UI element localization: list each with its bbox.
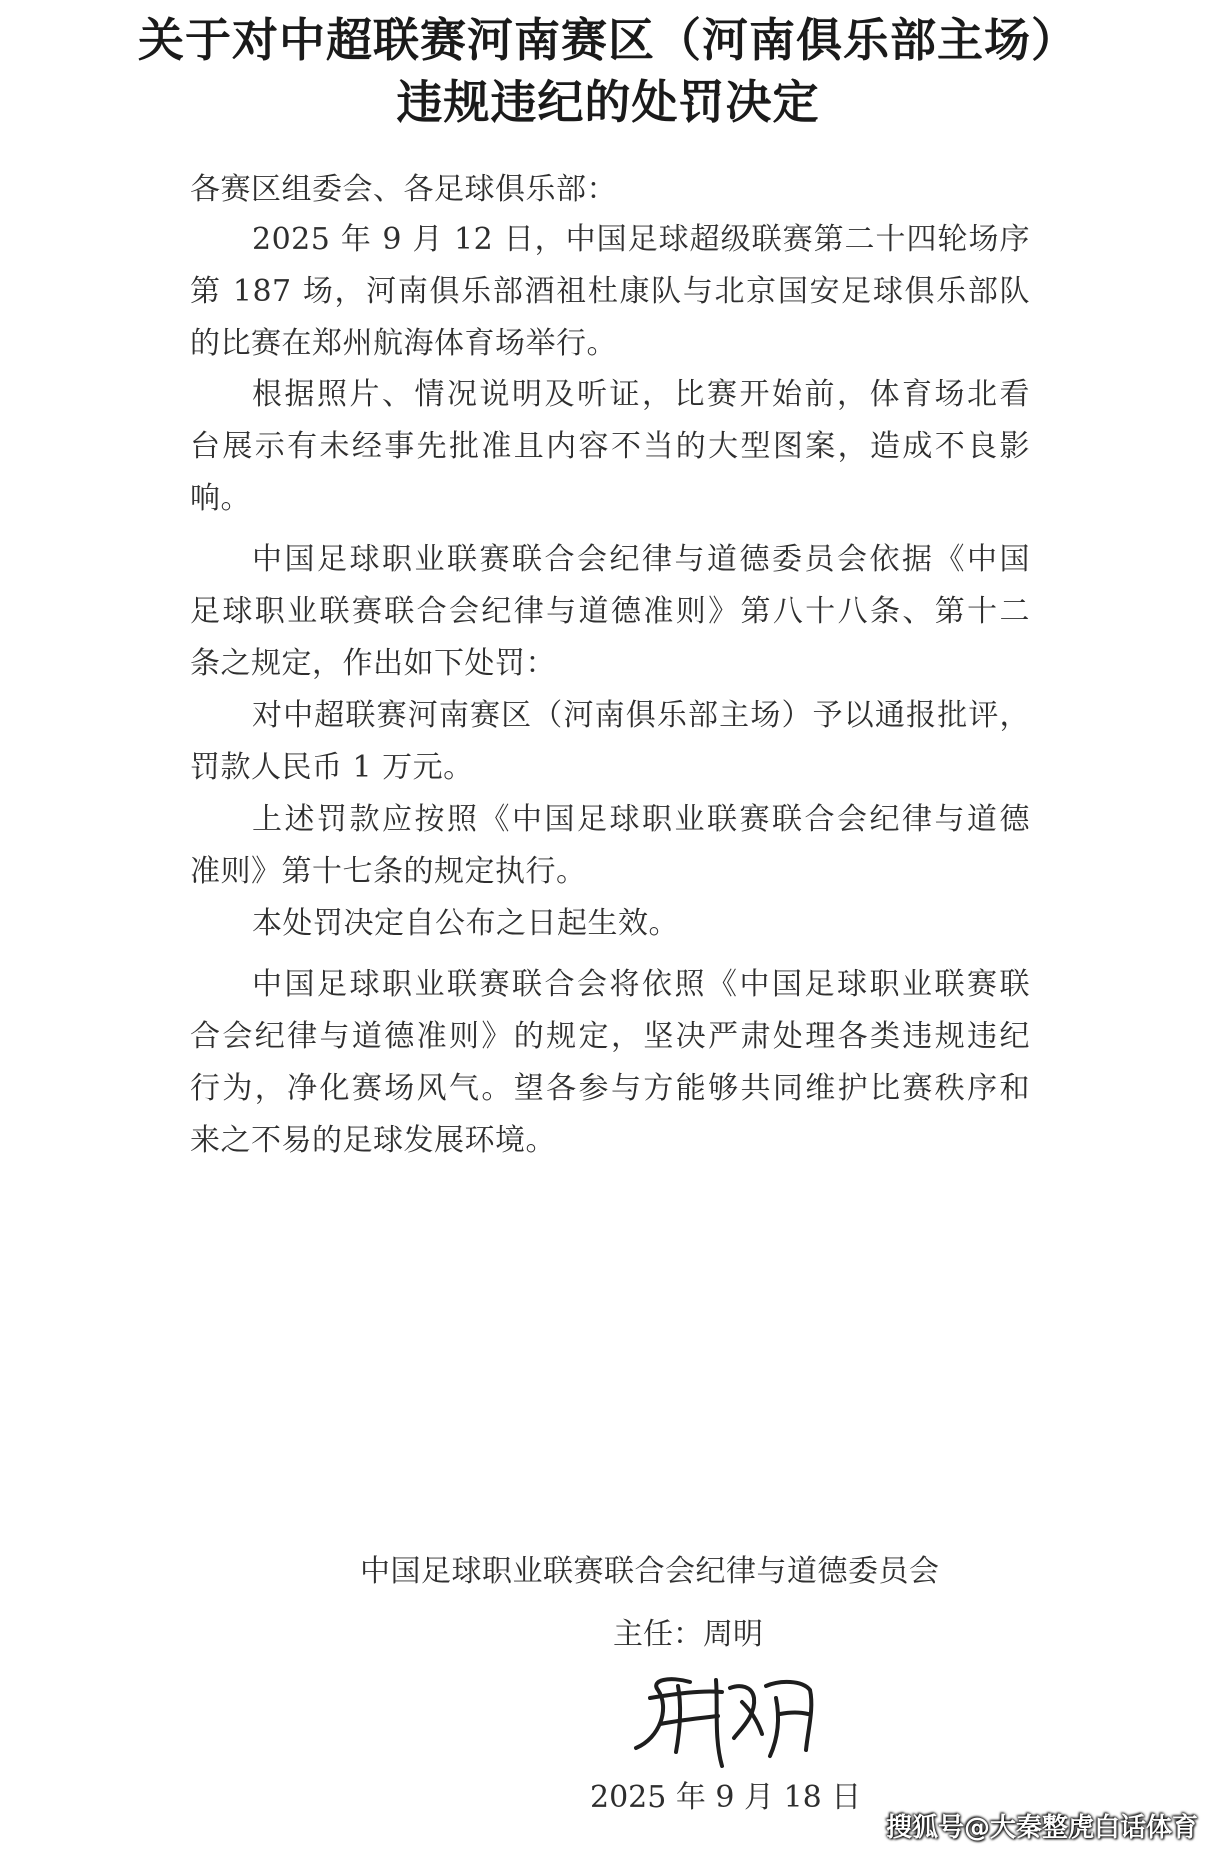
paragraph-1-line-3: 的比赛在郑州航海体育场举行。 — [190, 326, 617, 361]
paragraph-4-line-1: 对中超联赛河南赛区（河南俱乐部主场）予以通报批评， — [252, 698, 1030, 733]
document-title-line-1: 关于对中超联赛河南赛区（河南俱乐部主场） — [138, 13, 1078, 67]
paragraph-5-line-1: 上述罚款应按照《中国足球职业联赛联合会纪律与道德 — [252, 802, 1030, 837]
paragraph-2-line-2: 台展示有未经事先批准且内容不当的大型图案，造成不良影 — [190, 429, 1030, 464]
paragraph-7-line-1: 中国足球职业联赛联合会将依照《中国足球职业联赛联 — [252, 967, 1030, 1002]
paragraph-1-line-2: 第 187 场，河南俱乐部酒祖杜康队与北京国安足球俱乐部队 — [190, 274, 1030, 309]
salutation: 各赛区组委会、各足球俱乐部： — [190, 172, 617, 207]
paragraph-7-line-3: 行为，净化赛场风气。望各参与方能够共同维护比赛秩序和 — [190, 1071, 1030, 1106]
paragraph-3-line-1: 中国足球职业联赛联合会纪律与道德委员会依据《中国 — [252, 542, 1030, 577]
handwritten-signature — [630, 1668, 830, 1768]
signoff-organization: 中国足球职业联赛联合会纪律与道德委员会 — [360, 1554, 940, 1589]
paragraph-3-line-3: 条之规定，作出如下处罚： — [190, 646, 556, 681]
signoff-date: 2025 年 9 月 18 日 — [590, 1780, 862, 1815]
watermark: 搜狐号@大秦整虎白话体育 — [885, 1813, 1198, 1843]
paragraph-2-line-3: 响。 — [190, 481, 251, 516]
paragraph-3-line-2: 足球职业联赛联合会纪律与道德准则》第八十八条、第十二 — [190, 594, 1030, 629]
signoff-director: 主任：周明 — [613, 1617, 763, 1652]
paragraph-5-line-2: 准则》第十七条的规定执行。 — [190, 854, 587, 889]
paragraph-1-line-1: 2025 年 9 月 12 日，中国足球超级联赛第二十四轮场序 — [252, 222, 1030, 257]
paragraph-4-line-2: 罚款人民币 1 万元。 — [190, 750, 474, 785]
paragraph-7-line-2: 合会纪律与道德准则》的规定，坚决严肃处理各类违规违纪 — [190, 1019, 1030, 1054]
paragraph-2-line-1: 根据照片、情况说明及听证，比赛开始前，体育场北看 — [252, 377, 1030, 412]
document-title-line-2: 违规违纪的处罚决定 — [396, 75, 820, 129]
paragraph-6-line-1: 本处罚决定自公布之日起生效。 — [252, 906, 679, 941]
paragraph-7-line-4: 来之不易的足球发展环境。 — [190, 1123, 556, 1158]
